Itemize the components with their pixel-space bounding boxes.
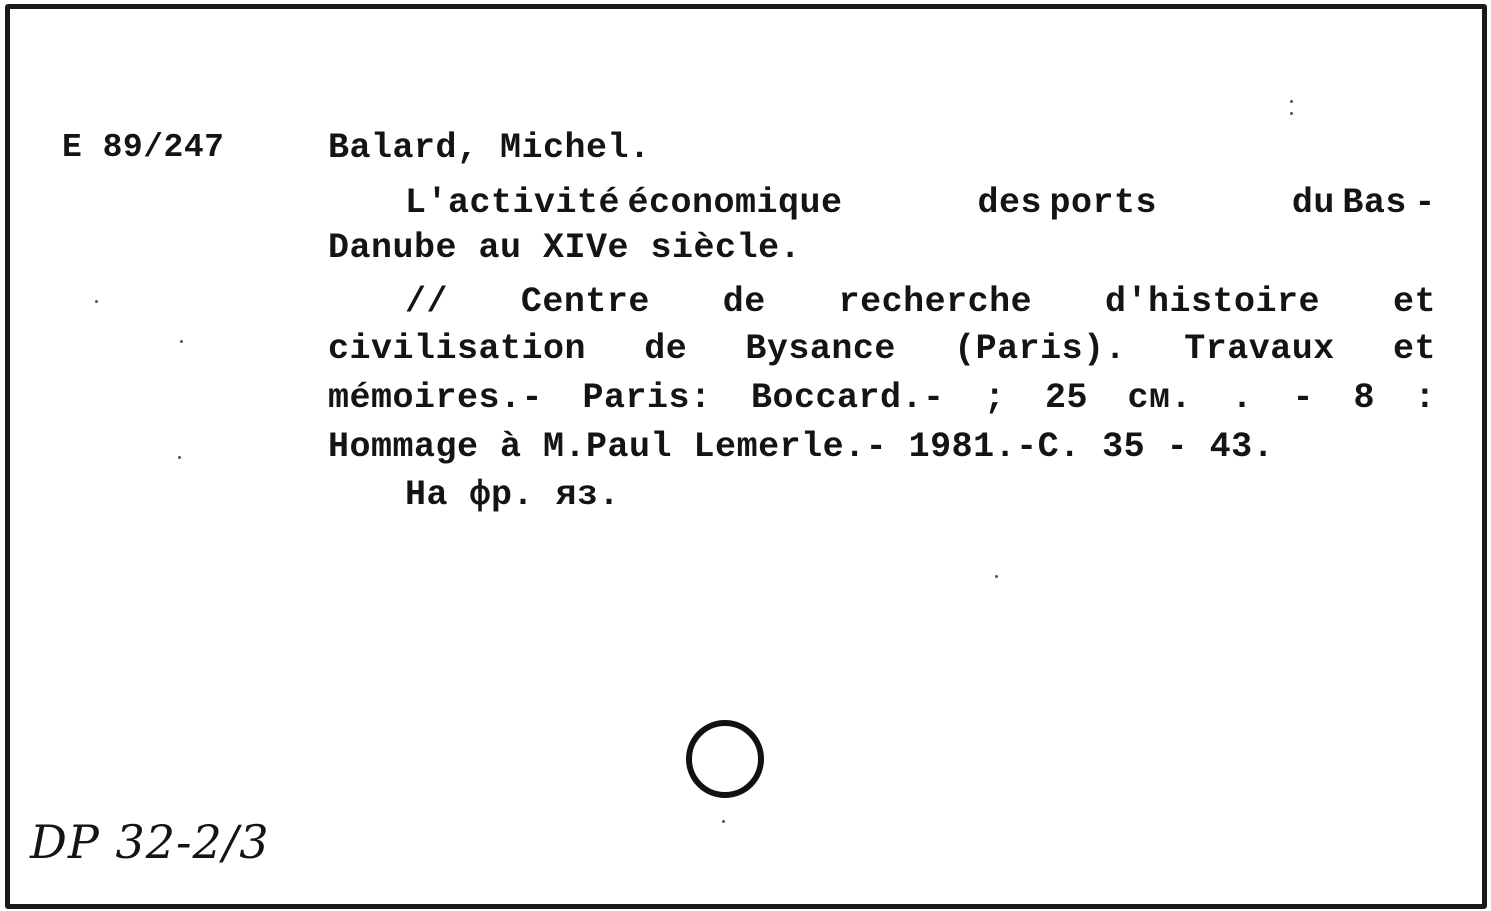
source-line-2 bbox=[328, 329, 1436, 369]
source-line-3 bbox=[328, 378, 1436, 418]
word: 25 bbox=[1045, 378, 1089, 418]
word: et bbox=[1392, 329, 1436, 369]
word: Paris: bbox=[582, 378, 712, 418]
speck bbox=[180, 340, 183, 343]
speck bbox=[1290, 112, 1293, 115]
word: Centre bbox=[520, 282, 650, 322]
word: Boccard.- bbox=[751, 378, 945, 418]
source-line-4: Hommage à M.Paul Lemerle.- 1981.-C. 35 - 43. bbox=[328, 427, 1275, 467]
word: mémoires.- bbox=[328, 378, 544, 418]
word: d'histoire bbox=[1105, 282, 1321, 322]
word: см. bbox=[1127, 378, 1192, 418]
word: (Paris). bbox=[954, 329, 1127, 369]
title-line-2: Danube au XIVe siècle. bbox=[328, 228, 802, 268]
punch-hole bbox=[686, 720, 764, 798]
word: des bbox=[977, 183, 1042, 223]
word: Bysance bbox=[745, 329, 896, 369]
word: - bbox=[1292, 378, 1314, 418]
word: : bbox=[1414, 378, 1436, 418]
speck bbox=[1290, 100, 1293, 103]
speck bbox=[178, 456, 181, 459]
word: Travaux bbox=[1184, 329, 1335, 369]
word: et bbox=[1392, 282, 1436, 322]
word: civilisation bbox=[328, 329, 587, 369]
title-line-1 bbox=[405, 183, 1436, 223]
speck bbox=[722, 820, 725, 823]
word: - bbox=[1414, 183, 1436, 223]
word: ports bbox=[1049, 183, 1157, 223]
speck bbox=[95, 300, 98, 303]
word: 8 bbox=[1353, 378, 1375, 418]
language-note: На фр. яз. bbox=[405, 475, 621, 515]
word: du bbox=[1291, 183, 1335, 223]
word: . bbox=[1231, 378, 1253, 418]
word: Bas bbox=[1342, 183, 1407, 223]
handwritten-code: DP 32-2/3 bbox=[30, 815, 270, 869]
word: L'activité bbox=[405, 183, 621, 223]
word: économique bbox=[627, 183, 843, 223]
source-line-1 bbox=[405, 282, 1436, 322]
word: // bbox=[405, 282, 449, 322]
word: recherche bbox=[838, 282, 1033, 322]
shelf-mark: E 89/247 bbox=[62, 129, 225, 166]
word: ; bbox=[984, 378, 1006, 418]
word: de bbox=[644, 329, 688, 369]
author-line: Balard, Michel. bbox=[328, 128, 651, 168]
word: de bbox=[722, 282, 766, 322]
speck bbox=[995, 575, 998, 578]
